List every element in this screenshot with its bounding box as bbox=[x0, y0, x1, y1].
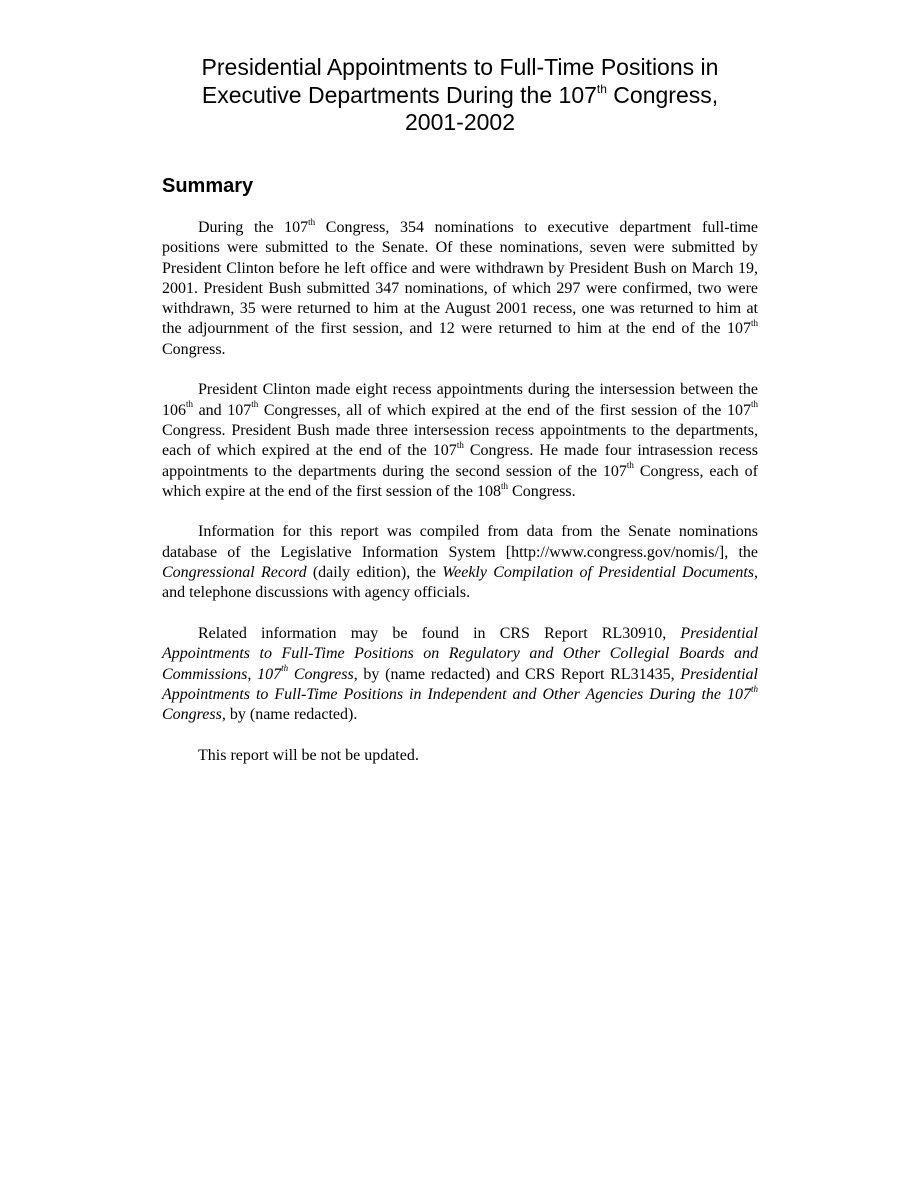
report-title bbox=[162, 54, 758, 137]
summary-paragraph-nominations: During the 107th Congress, 354 nominations to executive department full-time positions were submitted to the Senate. Of these nominations, seven were submitted by President Clinton before he left office and were withdrawn by President Bush on March 19, 2001. President Bush submitted 347 nominations, of which 297 were confirmed, two were withdrawn, 35 were returned to him at the August 2001 recess, one was returned to him at the adjournment of the first session, and 12 were returned to him at the end of the 107th Congress. bbox=[162, 216, 759, 358]
summary-paragraph-sources: Information for this report was compiled from data from the Senate nominations database of the Legislative Information System [http://www.congress.gov/nomis/], the Congressional Record (daily edition), the Weekly Compilation of Presidential Documents, and telephone discussions with agency officials. bbox=[162, 523, 759, 602]
title-line-3: 2001-2002 bbox=[405, 109, 515, 135]
summary-paragraph-related-reports: Related information may be found in CRS Report RL30910, Presidential Appointments to Full-Time Positions on Regulatory and Other Collegial Boards and Commissions, 107th Congress, by (name redacted) and CRS Report RL31435, Presidential Appointments to Full-Time Positions in Independent and Other Agencies During the 107th Congress, by (name redacted). bbox=[162, 624, 758, 724]
summary-body bbox=[162, 218, 758, 786]
summary-paragraph-update-note: This report will be not be updated. bbox=[198, 746, 419, 764]
summary-paragraph-recess-appointments: President Clinton made eight recess appointments during the intersession between the 106th and 107th Congresses, all of which expired at the end of the first session of the 107th Congress. President Bush made three intersession recess appointments to the departments, each of which expired at the end of the 107th Congress. He made four intrasession recess appointments to the departments during the second session of the 107th Congress, each of which expire at the end of the first session of the 108th Congress. bbox=[162, 381, 759, 500]
title-line-1: Presidential Appointments to Full-Time Positions in bbox=[201, 54, 719, 80]
title-line-2: Executive Departments During the 107th Congress, bbox=[201, 81, 719, 108]
summary-heading: Summary bbox=[162, 175, 254, 197]
